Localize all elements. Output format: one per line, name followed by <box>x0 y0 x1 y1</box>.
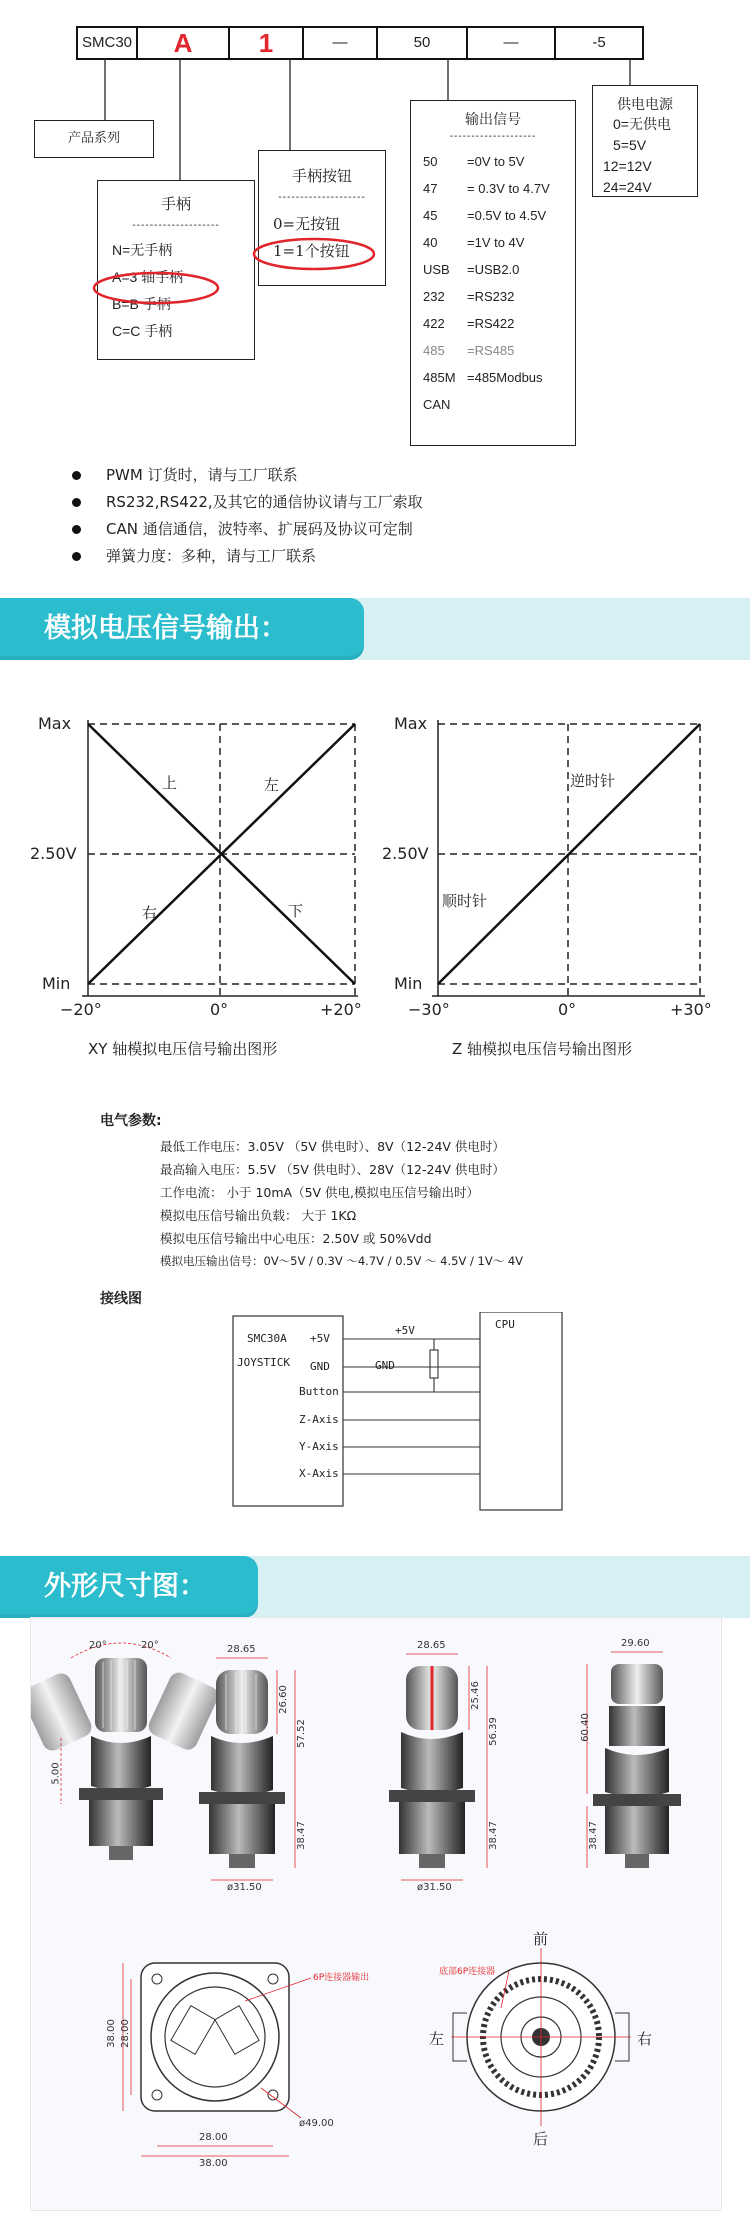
wiring-diagram <box>225 1312 565 1512</box>
output-desc: =485Modbus <box>467 370 543 385</box>
z-chart <box>380 702 730 1022</box>
output-divider: -------------------- <box>449 131 537 142</box>
handle-item-c: C=C 手柄 <box>112 323 173 339</box>
handle-divider: -------------------- <box>132 220 220 231</box>
output-title: 输出信号 <box>465 112 521 128</box>
electrical-row: 模拟电压输出信号：0V～5V / 0.3V ～4.7V / 0.5V ～ 4.5V / 1V～ 4V <box>160 1254 524 1268</box>
section-banner-voltage: 模拟电压信号输出： <box>0 598 364 660</box>
dir-back: 后 <box>533 2130 549 2148</box>
code-cell-series: SMC30 <box>78 28 138 58</box>
code-cell-dash2: — <box>468 28 556 58</box>
electrical-row: 模拟电压信号输出中心电压：2.50V 或 50%Vdd <box>160 1231 432 1246</box>
output-row <box>423 391 575 418</box>
wiring-pin: GND <box>310 1360 330 1373</box>
xy-dir-left: 左 <box>264 776 280 794</box>
output-desc: =1V to 4V <box>467 235 525 250</box>
output-box <box>410 100 576 446</box>
tall-side-view <box>587 1652 681 1868</box>
wiring-device-sub: JOYSTICK <box>237 1356 290 1369</box>
xy-dir-down: 下 <box>288 902 304 920</box>
dim-top-front: 28.65 <box>227 1644 256 1655</box>
z-ylabel-mid: 2.50V <box>382 844 429 863</box>
section-banner-dimensions: 外形尺寸图： <box>0 1556 258 1618</box>
tilt-view <box>31 1643 221 1860</box>
xy-ylabel-min: Min <box>42 974 71 993</box>
dir-right: 右 <box>637 2030 653 2048</box>
button-highlight-oval <box>248 235 388 273</box>
code-cell-output: 50 <box>378 28 468 58</box>
dim-offset: 5.00 <box>50 1762 62 1785</box>
electrical-row: 最低工作电压：3.05V （5V 供电时）、8V（12-24V 供电时） <box>160 1139 505 1154</box>
wiring-pin: Button <box>299 1385 339 1398</box>
dim-height-tall: 60.40 <box>579 1713 591 1742</box>
output-code: 232 <box>423 289 445 304</box>
button-item-0: 0=无按钮 <box>273 215 341 233</box>
handle-item-b: B=B 手柄 <box>112 296 171 312</box>
output-desc: =RS485 <box>467 343 515 358</box>
z-xlabel-mid: 0° <box>558 1000 577 1019</box>
output-code: 45 <box>423 208 438 223</box>
xy-chart <box>20 702 360 1022</box>
dim-top-side: 28.65 <box>417 1640 446 1651</box>
note-item: 弹簧力度：多种，请与工厂联系 <box>68 543 423 570</box>
dim-lower-tall: 38.47 <box>587 1821 599 1850</box>
dim-angle-right: 20° <box>141 1640 159 1651</box>
output-row <box>423 256 575 283</box>
dim-lower-side: 38.47 <box>487 1821 499 1850</box>
wiring-title: 接线图 <box>100 1291 142 1307</box>
electrical-title: 电气参数: <box>100 1113 162 1129</box>
output-row <box>423 364 575 391</box>
dir-front: 前 <box>533 1930 549 1948</box>
electrical-params <box>100 1110 523 1273</box>
dim-height-knob: 26.60 <box>277 1685 289 1714</box>
power-item-12: 12=12V <box>603 158 652 174</box>
dim-angle-left: 20° <box>89 1640 107 1651</box>
z-ylabel-max: Max <box>394 714 428 733</box>
xy-dir-right: 右 <box>142 904 158 922</box>
output-row <box>423 175 575 202</box>
wiring-vcc-label: +5V <box>395 1324 415 1337</box>
dim-bottom-6p-note: 底部6P连接器 <box>439 1967 496 1977</box>
note-item: PWM 订货时，请与工厂联系 <box>68 462 423 489</box>
code-cell-power: -5 <box>592 34 606 51</box>
z-caption: Z 轴模拟电压信号输出图形 <box>452 1040 633 1058</box>
wiring-cpu-label: CPU <box>495 1318 515 1331</box>
output-desc: =RS232 <box>467 289 515 304</box>
series-box: 产品系列 <box>34 120 154 158</box>
note-item: CAN 通信通信，波特率、扩展码及协议可定制 <box>68 516 423 543</box>
dim-top-tall: 29.60 <box>621 1638 650 1649</box>
output-row <box>423 337 575 364</box>
dim-bottom-h-inner: 28.00 <box>119 2019 131 2048</box>
output-desc: =RS422 <box>467 316 515 331</box>
wiring-pin: Y-Axis <box>299 1440 339 1453</box>
power-title: 供电电源 <box>617 97 673 113</box>
output-code: 485M <box>423 370 456 385</box>
dir-left: 左 <box>429 2030 445 2048</box>
electrical-row: 模拟电压信号输出负载： 大于 1KΩ <box>160 1208 357 1223</box>
dim-base-side: ø31.50 <box>417 1882 452 1893</box>
output-desc: =0.5V to 4.5V <box>467 208 547 223</box>
electrical-row: 最高输入电压：5.5V （5V 供电时）、28V（12-24V 供电时） <box>160 1162 505 1177</box>
output-desc: = 0.3V to 4.7V <box>467 181 550 196</box>
electrical-row: 工作电流： 小于 10mA（5V 供电,模拟电压信号输出时） <box>160 1185 480 1200</box>
notes-list <box>68 462 423 570</box>
output-row <box>423 148 575 175</box>
output-desc: =0V to 5V <box>467 154 525 169</box>
dimension-drawings <box>31 1618 721 2210</box>
power-item-24: 24=24V <box>603 179 652 195</box>
output-row <box>423 283 575 310</box>
dim-height-knob2: 25.46 <box>469 1681 481 1710</box>
wiring-pin: +5V <box>310 1332 330 1345</box>
dim-base-front: ø31.50 <box>227 1882 262 1893</box>
output-row <box>423 229 575 256</box>
output-code: 422 <box>423 316 445 331</box>
z-xlabel-right: +30° <box>670 1000 712 1019</box>
xy-xlabel-right: +20° <box>320 1000 362 1019</box>
wiring-pin: X-Axis <box>299 1467 339 1480</box>
handle-item-a: A=3 轴手柄 <box>112 269 184 285</box>
wiring-device-name: SMC30A <box>247 1332 287 1345</box>
code-cell-button: 1 <box>230 28 304 58</box>
output-row <box>423 310 575 337</box>
xy-dir-up: 上 <box>162 774 178 792</box>
button-title: 手柄按钮 <box>291 167 352 185</box>
xy-ylabel-max: Max <box>38 714 72 733</box>
power-item-5: 5=5V <box>613 137 647 153</box>
output-code: 47 <box>423 181 438 196</box>
button-item-1: 1=1个按钮 <box>273 242 350 260</box>
code-cell-dash1: — <box>304 28 378 58</box>
handle-item-n: N=无手柄 <box>112 242 173 258</box>
output-code: CAN <box>423 397 451 412</box>
output-code: 50 <box>423 154 438 169</box>
dimension-panel <box>30 1617 722 2211</box>
button-divider: -------------------- <box>278 192 366 203</box>
output-row <box>423 202 575 229</box>
note-item: RS232,RS422,及其它的通信协议请与工厂索取 <box>68 489 423 516</box>
z-dir-ccw: 逆时针 <box>570 772 616 790</box>
output-code: USB <box>423 262 450 277</box>
dim-height-total2: 56.39 <box>487 1717 499 1746</box>
power-item-0: 0=无供电 <box>613 116 671 132</box>
dim-bottom-h-outer: 38.00 <box>105 2019 117 2048</box>
handle-title: 手柄 <box>160 195 191 213</box>
output-code: 485 <box>423 343 445 358</box>
dim-bottom-dia: ø49.00 <box>299 2118 334 2129</box>
code-cell-handle: A <box>138 28 230 58</box>
z-chart-plot <box>380 702 730 1022</box>
z-dir-cw: 顺时针 <box>442 892 488 910</box>
output-code: 40 <box>423 235 438 250</box>
dim-height-total: 57.52 <box>295 1719 307 1748</box>
xy-caption: XY 轴模拟电压信号输出图形 <box>88 1040 278 1058</box>
power-box <box>592 85 698 197</box>
dim-connector-note: 6P连接器输出 <box>313 1973 370 1983</box>
dim-bottom-w-outer: 38.00 <box>199 2158 228 2169</box>
output-desc: =USB2.0 <box>467 262 520 277</box>
bottom-view-square <box>123 1963 311 2156</box>
dim-lower-front: 38.47 <box>295 1821 307 1850</box>
handle-highlight-oval <box>88 268 228 308</box>
z-xlabel-left: −30° <box>408 1000 450 1019</box>
z-ylabel-min: Min <box>394 974 423 993</box>
wiring-gnd-label: GND <box>375 1359 395 1372</box>
xy-xlabel-mid: 0° <box>210 1000 229 1019</box>
xy-xlabel-left: −20° <box>60 1000 102 1019</box>
dim-bottom-w-inner: 28.00 <box>199 2132 228 2143</box>
xy-ylabel-mid: 2.50V <box>30 844 77 863</box>
wiring-pin: Z-Axis <box>299 1413 339 1426</box>
